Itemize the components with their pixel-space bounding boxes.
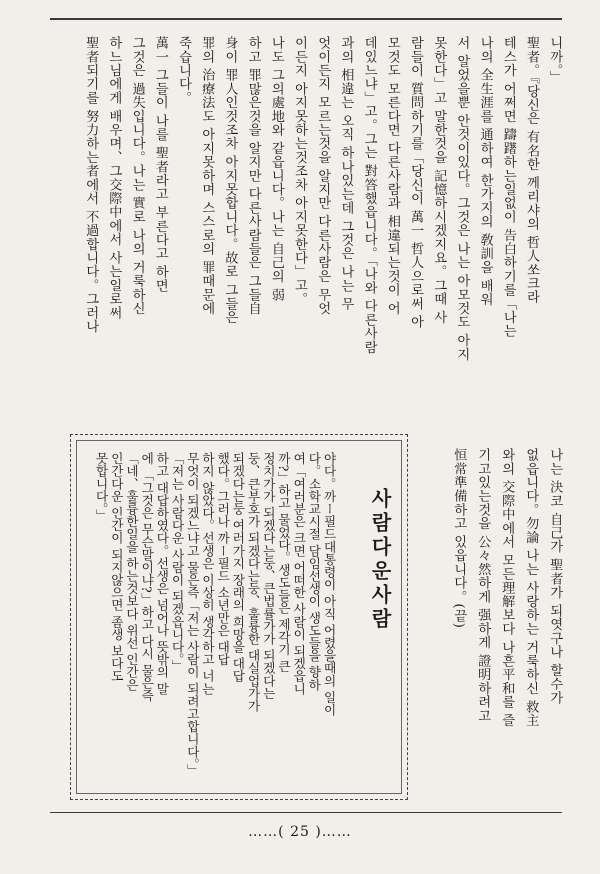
sidebar-text-column: 못합니다。」 bbox=[93, 452, 109, 522]
sidebar-text-column: 정치가가 되겠다는둥、큰법률가가 되겠다는 bbox=[260, 452, 276, 700]
page-number: ……( 25 )…… bbox=[248, 824, 352, 840]
text-column: 못한다」고 말한것을 記憶하시겠지요。그때 사 bbox=[431, 36, 447, 325]
sidebar-text-column: 에 「그것은 무슨말이냐?」하고 다시 물은즉 bbox=[139, 452, 155, 702]
sidebar-text-column: 되겠다는둥 여러가지 장래의 희망을 대답 bbox=[230, 452, 246, 683]
sidebar-text-column: 인간다운 인간이 되지않으면 좀생 보다도 bbox=[108, 452, 124, 683]
text-column: 그것은 過失입니다。나는 實로 나의 거룩하신 bbox=[129, 36, 145, 316]
text-column: 기고있는것을 公々然하게 强하게 證明하려고 bbox=[475, 448, 491, 723]
sidebar-text-column: 「저는 사람다운 사람이 되겠읍니다。」 bbox=[169, 452, 185, 672]
text-column: 나도 그의處地와 같읍니다。나는 自己의 弱 bbox=[268, 36, 284, 302]
text-column: 身이 罪人인것조차 아지못합니다。故로 그들은 bbox=[222, 36, 238, 325]
top-rule bbox=[50, 18, 562, 20]
sidebar-text-column: 하지 않았다。선생은 이상히 생각하고 너는 bbox=[199, 452, 215, 695]
text-column: 하고 罪많은것을 알지만 다른사람들은 그들自 bbox=[245, 36, 261, 316]
text-column: 하느님에게 배우며、그交際中에서 사는일로써 bbox=[106, 36, 122, 320]
text-column: 聖者되기를 努力하는者에서 不過합니다。그러나 bbox=[83, 36, 99, 334]
text-column: 모것도 모른다면 다른사람과 相違되는것이 어 bbox=[384, 36, 400, 316]
text-column: 니까。」 bbox=[547, 36, 563, 85]
sidebar-text-column: 여「여러분은 크면 어떠한 사람이 되겠읍니 bbox=[291, 452, 307, 695]
text-column: 이든지 아지못하는것조차 아지못한다」고。 bbox=[292, 36, 307, 306]
text-column: 람들이 質問하기를「당신이 萬一 哲人으로써 아 bbox=[408, 36, 423, 329]
sidebar-text-column: 까?」하고 물었다。생도들은 제각기 큰 bbox=[275, 452, 291, 673]
text-column: 테스가 어쩌면 躊躇하는일없이 告白하기를「나는 bbox=[500, 36, 516, 338]
text-column: 과의 相違는 오직 하나있는데 그것은 나는 무 bbox=[338, 36, 354, 311]
text-column: 엇이든지 모르는것을 알지만 다른사람은 무엇 bbox=[315, 36, 331, 316]
sidebar-text-column: 「네、훌륭한일을 하는것보다 위선 인간은 bbox=[123, 452, 139, 691]
sidebar-text-column: 야다。까ー필드대통령이 아직 어렸을때의 일이 bbox=[321, 452, 337, 717]
text-column: 罪의 治療法도 아지못하며 스스로의 罪때문에 bbox=[199, 36, 215, 316]
sidebar-text-column: 무엇이 되겠느냐고 물은즉「저는 사람이 되려고합니다。」 bbox=[184, 452, 200, 777]
text-column: 없읍니다。勿論 나는 사랑하는 거룩하신 救主 bbox=[523, 448, 539, 728]
bottom-rule bbox=[50, 812, 562, 813]
text-column: 恒常準備하고 있읍니다。(끝) bbox=[451, 448, 467, 629]
text-column: 와의 交際中에서 모든理解보다 나흔平和를 즐 bbox=[499, 448, 515, 728]
sidebar-text-column: 다。소학교시절 담임선생이 생도들을 향하 bbox=[306, 452, 322, 691]
sidebar-text-column: 했다。그러나 까ー필드 소년만은 대답 bbox=[215, 452, 231, 666]
text-column: 聖者。『당신은 有名한 께리샤의 哲人쏘크라 bbox=[524, 36, 539, 304]
text-column: 데있느냐」고。그는 對答했읍니다。「나와 다른사람 bbox=[361, 36, 377, 354]
sidebar-text-column: 하고 대답하였다。선생은 넘어나 뜻밖의 말 bbox=[154, 452, 170, 695]
text-column: 서 알었을뿐 안것이있다。그것은 나는 아모것도 아지 bbox=[454, 36, 470, 361]
sidebar-text-column: 둥、큰부호가 되겠다는둥、훌륭한 대실업가가 bbox=[245, 452, 261, 713]
sidebar-title: 사람다운사람 bbox=[368, 488, 392, 632]
text-column: 나는 決코 自己가 聖者가 되엿구나 할수가 bbox=[547, 448, 563, 705]
text-column: 나의 全生涯를 通하여 한가지의 敎訓을 배워 bbox=[477, 36, 493, 307]
text-column: 죽습니다。 bbox=[176, 36, 191, 105]
text-column: 萬一 그들이 나를 聖者라고 부른다고 하면 bbox=[152, 36, 168, 293]
